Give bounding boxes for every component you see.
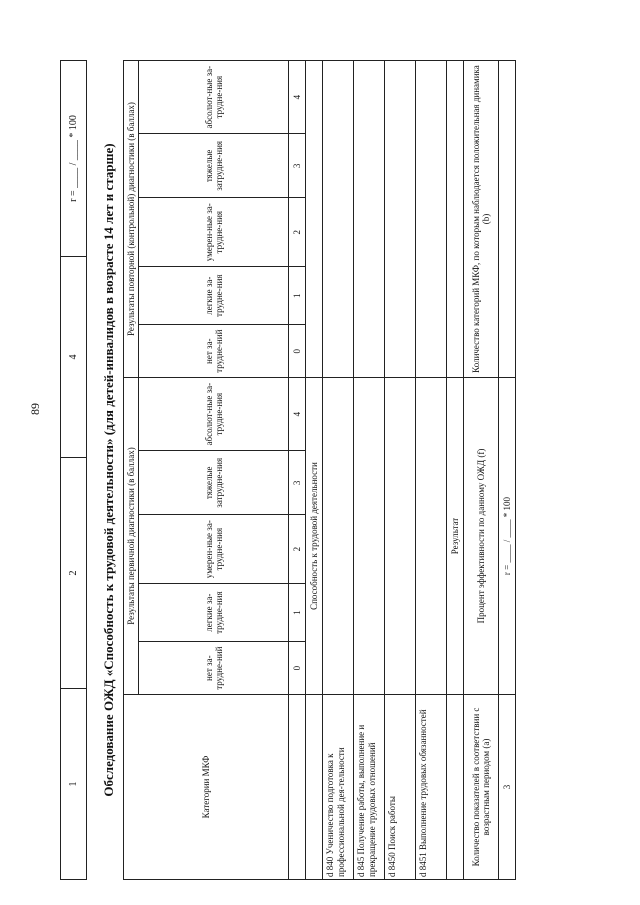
primary-score-3: 3: [289, 451, 306, 515]
primary-level-3: тяжелые затрудне-ния: [139, 451, 289, 515]
primary-cell: [323, 378, 354, 695]
repeat-score-0: 0: [289, 325, 306, 378]
repeat-cell: [323, 61, 354, 378]
repeat-score-2: 2: [289, 198, 306, 267]
score-blank: [289, 695, 306, 880]
result-blank-right: [447, 61, 464, 378]
repeat-header: Результаты повторной (контрольной) диагностики (в баллах): [124, 61, 139, 378]
document-title: Обследование ОЖД «Способность к трудовой деятельности» (для детей-инвалидов в возрасте 14 лет и старше): [101, 143, 116, 797]
primary-header: Результаты первичной диагностики (в баллах): [124, 378, 139, 695]
primary-score-2: 2: [289, 515, 306, 584]
result-blank: [447, 695, 464, 880]
primary-cell: [354, 378, 385, 695]
page-number: 89: [28, 403, 42, 415]
repeat-level-2: умерен-ные за-трудне-ния: [139, 198, 289, 267]
repeat-level-3: тяжелые затрудне-ния: [139, 134, 289, 198]
primary-level-2: умерен-ные за-трудне-ния: [139, 515, 289, 584]
footer-value-b: [499, 61, 516, 378]
footer-col-b: Количество категорий МКФ, по которым наблюдается положительная динамика (b): [464, 61, 499, 378]
ozhd-table: [123, 60, 516, 880]
primary-score-0: 0: [289, 642, 306, 695]
repeat-level-0: нет за-трудне-ний: [139, 325, 289, 378]
section-blank: [306, 695, 323, 880]
footer-value-a: 3: [499, 695, 516, 880]
top-cell-2: 2: [61, 458, 87, 689]
primary-level-0: нет за-трудне-ний: [139, 642, 289, 695]
rotated-sheet: [58, 40, 628, 890]
footer-col-f: Процент эффективности по данному ОЖД (f): [464, 378, 499, 695]
section-label: Способность к трудовой деятельности: [306, 378, 323, 695]
primary-cell: [416, 378, 447, 695]
primary-level-4: абсолют-ные за-трудне-ния: [139, 378, 289, 451]
footer-col-a: Количество показателей в соответствии с возрастным периодом (a): [464, 695, 499, 880]
primary-score-1: 1: [289, 583, 306, 641]
top-cell-3: 4: [61, 257, 87, 458]
repeat-cell: [354, 61, 385, 378]
section-blank-right: [306, 61, 323, 378]
repeat-score-3: 3: [289, 134, 306, 198]
table-row: d 8450 Поиск работы: [385, 695, 416, 880]
repeat-score-1: 1: [289, 267, 306, 325]
repeat-level-4: абсолют-ные за-трудне-ния: [139, 61, 289, 134]
table-row: d 845 Получение работы, выполнение и прекращение трудовых отношений: [354, 695, 385, 880]
primary-score-4: 4: [289, 378, 306, 451]
top-cell-4: r = ____ / ____ * 100: [61, 61, 87, 257]
top-cell-1: 1: [61, 689, 87, 880]
repeat-cell: [416, 61, 447, 378]
primary-cell: [385, 378, 416, 695]
repeat-level-1: легкие за-трудне-ния: [139, 267, 289, 325]
repeat-cell: [385, 61, 416, 378]
category-header: Категории МКФ: [124, 695, 289, 880]
footer-value-f: r = ____ / ____ * 100: [499, 378, 516, 695]
table-row: d 840 Ученичество подготовка к профессиональной дея-тельности: [323, 695, 354, 880]
repeat-score-4: 4: [289, 61, 306, 134]
result-label: Результат: [447, 378, 464, 695]
table-row: d 8451 Выполнение трудовых обязанностей: [416, 695, 447, 880]
primary-level-1: легкие за-трудне-ния: [139, 583, 289, 641]
top-index-row: [60, 60, 87, 880]
